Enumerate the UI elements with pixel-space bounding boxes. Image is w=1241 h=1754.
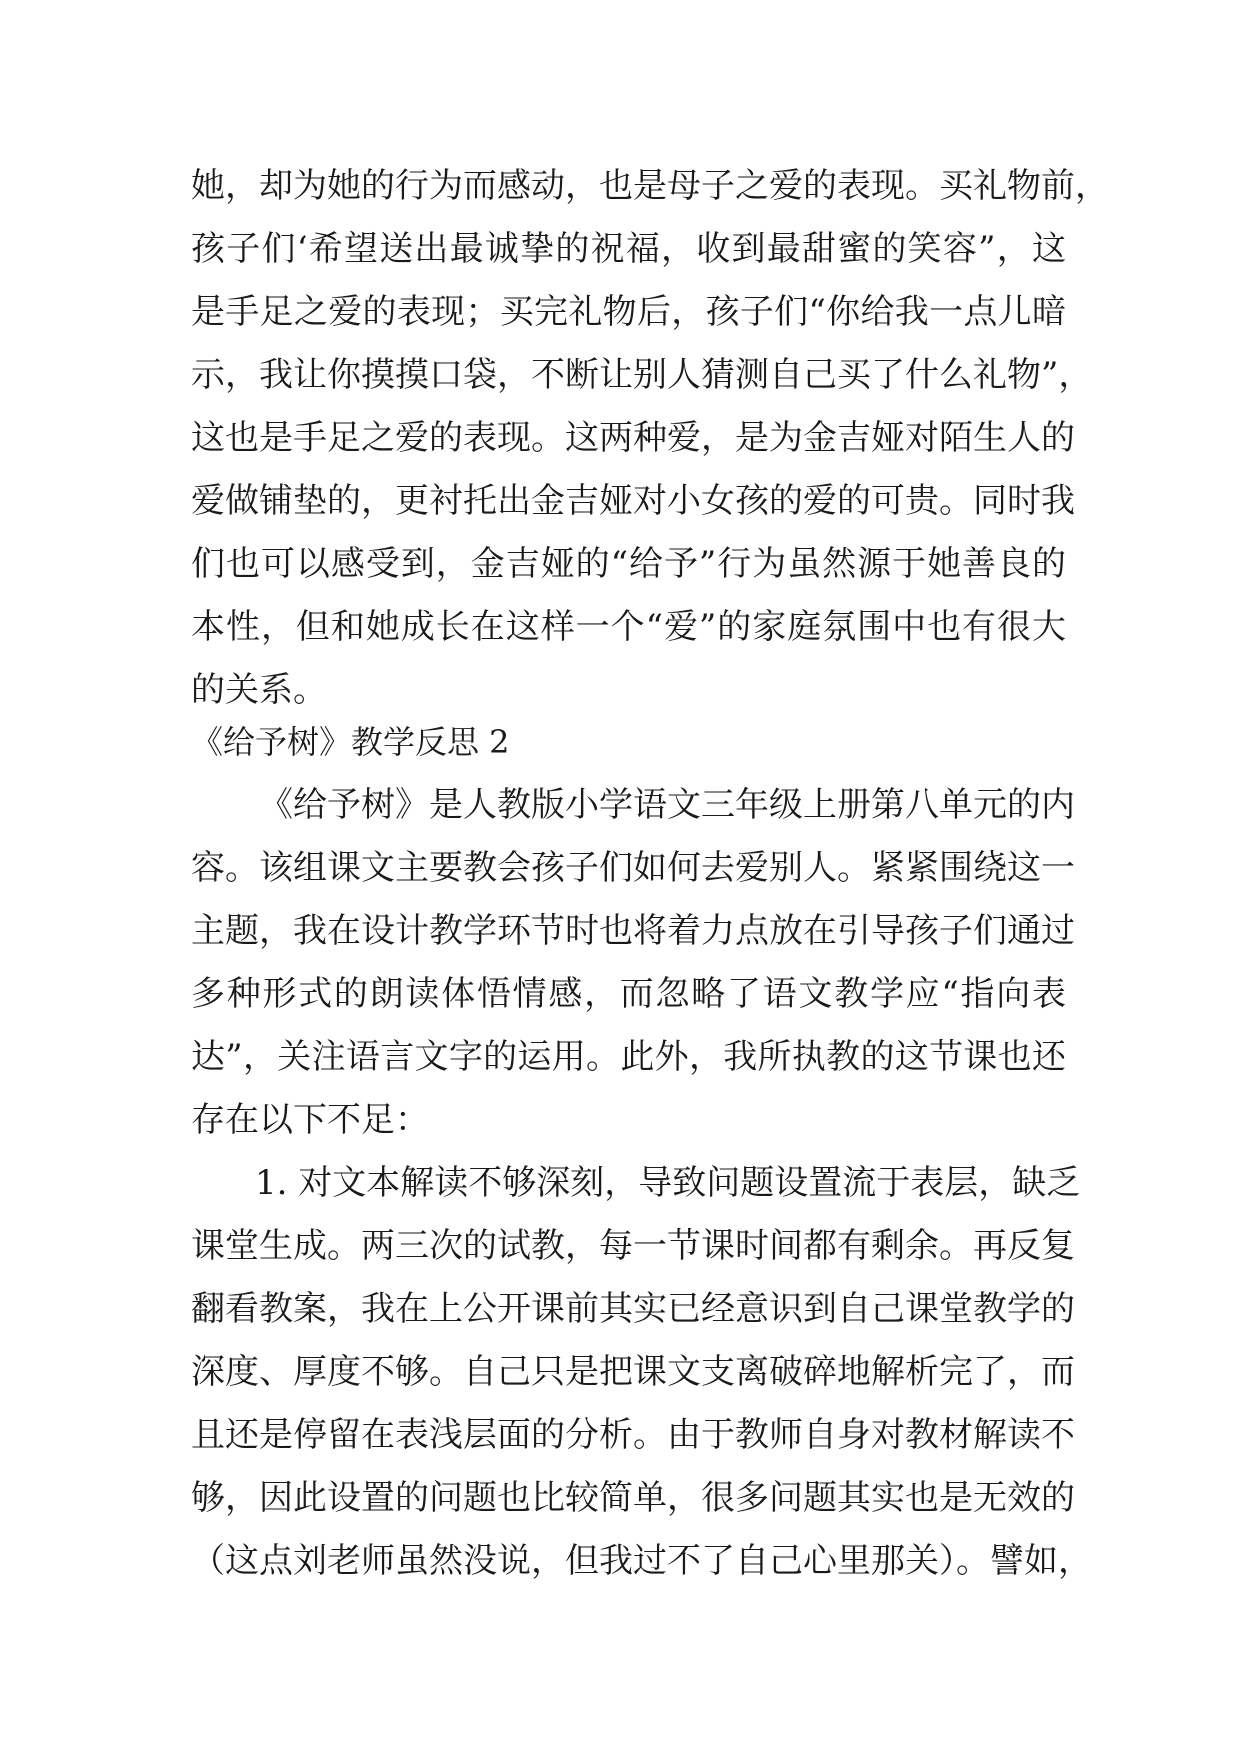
text-line: 这也是手足之爱的表现。这两种爱，是为金吉娅对陌生人的 — [191, 418, 1075, 458]
text-line: 孩子们‘希望送出最诚挚的祝福，收到最甜蜜的笑容”，这 — [191, 229, 1066, 269]
text-line: 存在以下不足： — [191, 1100, 429, 1140]
text-line: 1. 对文本解读不够深刻，导致问题设置流于表层，缺乏 — [255, 1163, 1081, 1203]
text-line: 爱做铺垫的，更衬托出金吉娅对小女孩的爱的可贵。同时我 — [191, 481, 1075, 521]
text-line: 容。该组课文主要教会孩子们如何去爱别人。紧紧围绕这一 — [191, 848, 1075, 888]
text-line: 且还是停留在表浅层面的分析。由于教师自身对教材解读不 — [191, 1415, 1075, 1455]
text-line: 们也可以感受到，金吉娅的“给予”行为虽然源于她善良的 — [191, 544, 1066, 584]
text-line: 主题，我在设计教学环节时也将着力点放在引导孩子们通过 — [191, 911, 1075, 951]
text-line: 本性，但和她成长在这样一个“爱”的家庭氛围中也有很大 — [191, 607, 1066, 647]
section-heading: 《给予树》教学反思 2 — [191, 723, 510, 761]
text-line: 课堂生成。两三次的试教，每一节课时间都有剩余。再反复 — [191, 1226, 1075, 1266]
paragraph-intro — [191, 774, 1075, 1152]
text-line: 的关系。 — [191, 670, 327, 710]
paragraph-continuation — [191, 155, 1109, 722]
paragraph-point-1 — [191, 1152, 1092, 1593]
text-line: 多种形式的朗读体悟情感，而忽略了语文教学应“指向表 — [191, 974, 1066, 1014]
text-line: 是手足之爱的表现；买完礼物后，孩子们“你给我一点儿暗 — [191, 292, 1066, 332]
text-line: 达”，关注语言文字的运用。此外，我所执教的这节课也还 — [191, 1037, 1066, 1077]
text-line: 深度、厚度不够。自己只是把课文支离破碎地解析完了，而 — [191, 1352, 1075, 1392]
text-line: 翻看教案，我在上公开课前其实已经意识到自己课堂教学的 — [191, 1289, 1075, 1329]
text-line: 《给予树》是人教版小学语文三年级上册第八单元的内 — [259, 785, 1075, 825]
text-line: 她，却为她的行为而感动，也是母子之爱的表现。买礼物前， — [191, 166, 1109, 206]
text-line: 够，因此设置的问题也比较简单，很多问题其实也是无效的 — [191, 1478, 1075, 1518]
text-line: 示，我让你摸摸口袋，不断让别人猜测自己买了什么礼物”， — [191, 355, 1093, 395]
text-line: （这点刘老师虽然没说，但我过不了自己心里那关）。譬如， — [191, 1541, 1092, 1581]
